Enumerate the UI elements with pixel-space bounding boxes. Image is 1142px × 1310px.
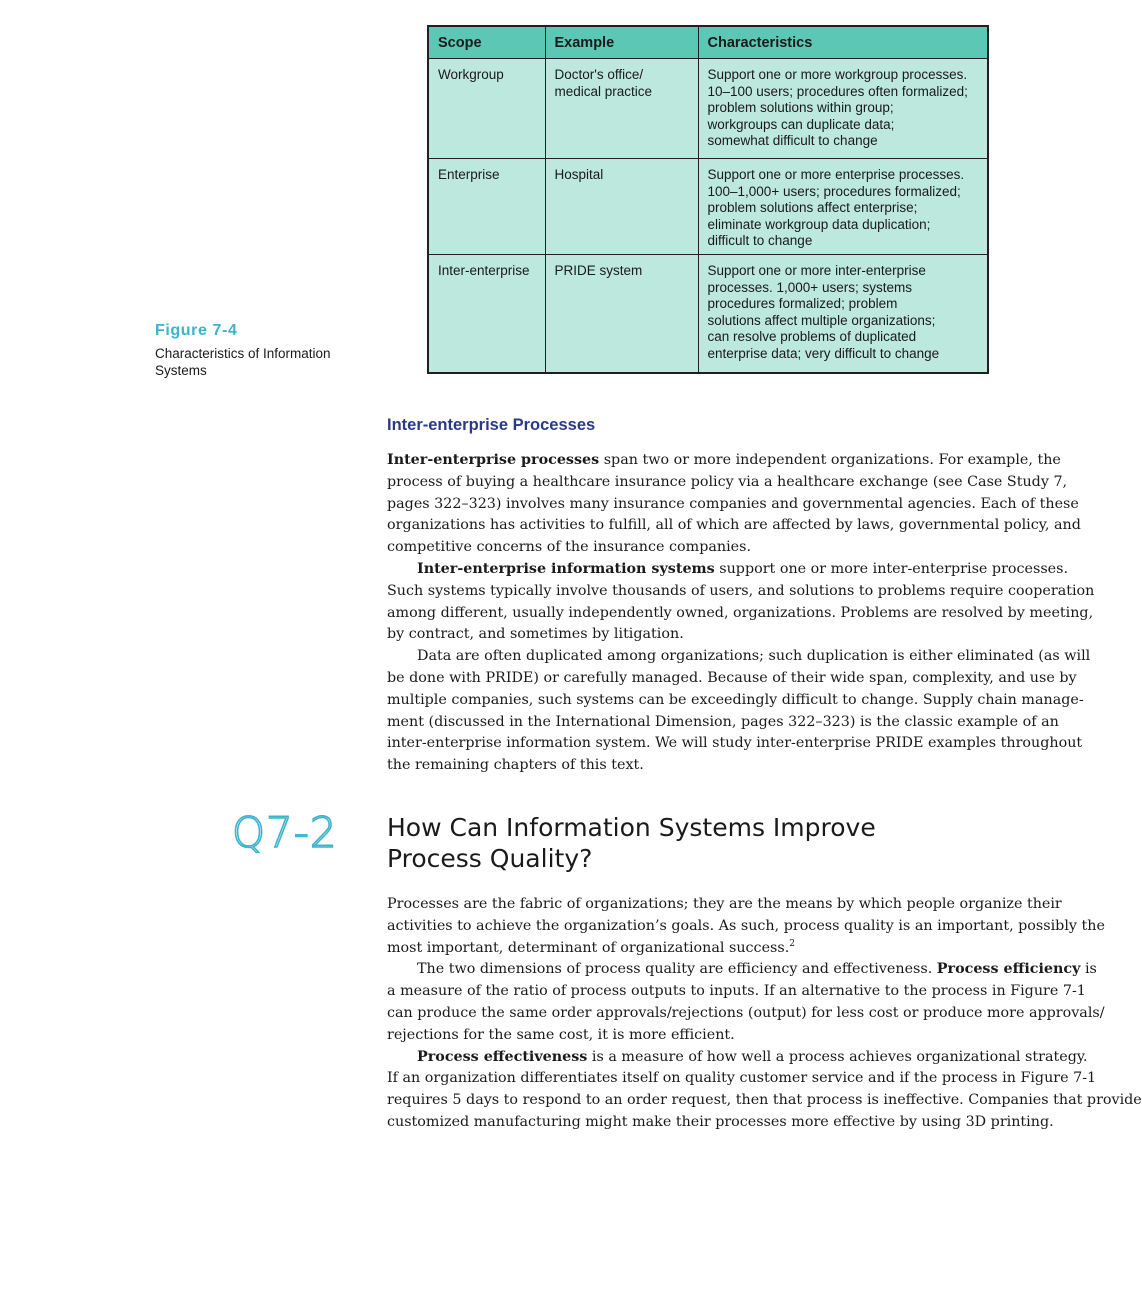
body-line: by contract, and sometimes by litigation.: [387, 626, 684, 643]
body-line: Such systems typically involve thousands of users, and solutions to problems require cooperation: [387, 582, 1095, 599]
body-line: activities to achieve the organization’s goals. As such, process quality is an important, possibly the: [387, 917, 1105, 934]
body-line: requires 5 days to respond to an order request, then that process is ineffective. Companies that provide: [387, 1092, 1142, 1109]
example-cell: [545, 59, 698, 159]
figure-caption: [155, 322, 375, 379]
characteristics-line: can resolve problems of duplicated: [707, 329, 917, 344]
characteristics-line: solutions affect multiple organizations;: [707, 312, 936, 328]
body-line: among different, usually independently owned, organizations. Problems are resolved by meeting,: [387, 604, 1094, 621]
caption-line: Systems: [155, 363, 207, 378]
body-line: pages 322–323) involves many insurance companies and governmental agencies. Each of these: [387, 495, 1079, 512]
term-bold: Process efficiency: [936, 961, 1081, 978]
characteristics-cell: [698, 159, 987, 255]
header-example: Example: [545, 27, 698, 59]
characteristics-line: Support one or more workgroup processes.: [707, 67, 968, 82]
body-line: can produce the same order approvals/rejections (output) for less cost or produce more approvals/: [387, 1004, 1105, 1021]
characteristics-line: workgroups can duplicate data;: [707, 116, 895, 132]
body-line: customized manufacturing might make their processes more effective by using 3D printing.: [387, 1113, 1054, 1130]
example-line: PRIDE system: [554, 263, 643, 278]
body-line: be done with PRIDE) or carefully managed. Because of their wide span, complexity, and use by: [387, 669, 1077, 686]
example-line: Doctor's office/: [554, 67, 644, 82]
characteristics-line: 10–100 users; procedures often formalized;: [707, 83, 968, 99]
header-scope: Scope: [429, 27, 545, 59]
characteristics-line: Support one or more inter-enterprise: [707, 263, 926, 278]
characteristics-line: problem solutions affect enterprise;: [707, 200, 918, 215]
scope-cell: [429, 159, 545, 255]
body-line: Inter-enterprise processes span two or more independent organizations. For example, the: [387, 452, 1061, 468]
scope-cell: [429, 255, 545, 373]
table-row: [429, 59, 987, 159]
body-line: organizations has activities to fulfill, all of which are affected by laws, governmental policy, and: [387, 517, 1081, 534]
figure-label: Figure 7-4: [155, 322, 238, 339]
scope-text: Inter-enterprise: [438, 263, 530, 278]
characteristics-line: processes. 1,000+ users; systems: [707, 279, 912, 295]
section-heading: Inter-enterprise Processes: [387, 416, 596, 434]
example-line: medical practice: [554, 83, 653, 99]
table-row: [429, 159, 987, 255]
example-line: Hospital: [554, 167, 604, 182]
body-line: The two dimensions of process quality are efficiency and effectiveness. Process efficiency is: [417, 961, 1097, 978]
characteristics-line: difficult to change: [707, 233, 813, 248]
body-line: most important, determinant of organizational success.$^2$: [387, 938, 795, 956]
body-line: process of buying a healthcare insurance policy via a healthcare exchange (see Case Study 7,: [387, 473, 1068, 490]
body-line: If an organization differentiates itself on quality customer service and if the process in Figure 7-1: [387, 1070, 1097, 1087]
term-bold: Inter-enterprise processes: [387, 452, 600, 468]
body-line: competitive concerns of the insurance companies.: [387, 539, 751, 556]
footnote-marker: 2: [789, 938, 795, 949]
characteristics-line: problem solutions within group;: [707, 100, 894, 115]
characteristics-line: 100–1,000+ users; procedures formalized;: [707, 183, 961, 199]
body-line: Data are often duplicated among organizations; such duplication is either eliminated (as will: [417, 648, 1091, 665]
body-line: rejections for the same cost, it is more efficient.: [387, 1026, 735, 1043]
scope-text: Workgroup: [438, 67, 504, 82]
question-number: Q7-2: [232, 808, 338, 857]
body-line: Process effectiveness is a measure of how well a process achieves organizational strategy.: [417, 1048, 1088, 1065]
caption-line: Characteristics of Information: [155, 346, 331, 361]
question-title-line: How Can Information Systems Improve: [387, 813, 876, 842]
question-title: [387, 812, 1024, 874]
body-line: a measure of the ratio of process outputs to inputs. If an alternative to the process in Figure 7-1: [387, 983, 1086, 1000]
characteristics-cell: [698, 255, 987, 373]
example-cell: [545, 255, 698, 373]
body-line: ment (discussed in the International Dimension, pages 322–323) is the classic example of an: [387, 713, 1059, 730]
characteristics-line: procedures formalized; problem: [707, 296, 898, 311]
table-row: [429, 255, 987, 373]
term-bold: Process effectiveness: [417, 1048, 588, 1065]
is-characteristics-table: [429, 27, 987, 372]
table-header-row: [429, 27, 987, 59]
body-line: the remaining chapters of this text.: [387, 757, 644, 774]
characteristics-line: enterprise data; very difficult to change: [707, 345, 940, 361]
scope-text: Enterprise: [438, 167, 500, 182]
section1-body: [387, 450, 1095, 777]
term-bold: Inter-enterprise information systems: [417, 560, 715, 577]
example-cell: [545, 159, 698, 255]
characteristics-line: somewhat difficult to change: [707, 133, 878, 148]
header-characteristics: Characteristics: [698, 27, 987, 59]
figure-description: [155, 345, 375, 379]
body-line: inter-enterprise information system. We will study inter-enterprise PRIDE examples throughout: [387, 735, 1083, 752]
body-line: multiple companies, such systems can be exceedingly difficult to change. Supply chain manage-: [387, 691, 1084, 708]
figure-7-4-table: [427, 25, 989, 374]
characteristics-line: Support one or more enterprise processes.: [707, 167, 965, 182]
characteristics-cell: [698, 59, 987, 159]
body-line: Processes are the fabric of organizations; they are the means by which people organize their: [387, 896, 1062, 912]
scope-cell: [429, 59, 545, 159]
characteristics-line: eliminate workgroup data duplication;: [707, 216, 931, 232]
section2-body: [387, 894, 1142, 1134]
body-line: Inter-enterprise information systems support one or more inter-enterprise processes.: [417, 560, 1068, 577]
question-title-line: Process Quality?: [387, 844, 593, 873]
